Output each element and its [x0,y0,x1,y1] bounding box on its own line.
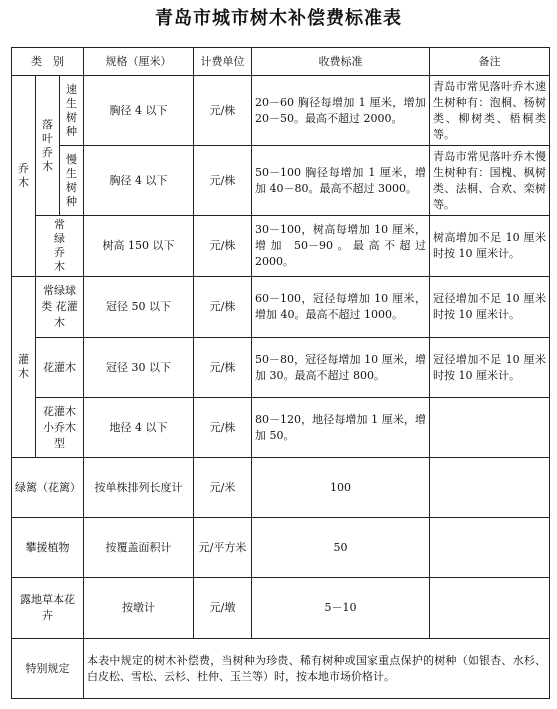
spec-cell: 胸径 4 以下 [84,146,194,216]
table-row [12,277,550,338]
fee-cell: 100 [252,458,430,518]
header-fee: 收费标准 [252,48,430,76]
header-note: 备注 [430,48,550,76]
note-cell [430,578,550,639]
fee-cell: 5－10 [252,578,430,639]
compensation-table [11,47,550,699]
special-text: 本表中规定的树木补偿费，当树种为珍贵、稀有树种或国家重点保护的树种（如银杏、水杉、白皮松、雪松、云杉、杜仲、玉兰等）时，按本地市场价格计。 [84,639,550,699]
note-cell: 树高增加不足 10 厘米时按 10 厘米计。 [430,216,550,277]
header-category: 类 别 [12,48,84,76]
unit-cell: 元/株 [194,398,252,458]
table-row [12,518,550,578]
unit-cell: 元/株 [194,146,252,216]
note-cell [430,518,550,578]
fee-cell: 80－120，地径每增加 1 厘米，增加 50。 [252,398,430,458]
unit-cell: 元/米 [194,458,252,518]
spec-cell: 胸径 4 以下 [84,76,194,146]
table-row [12,398,550,458]
header-unit: 计费单位 [194,48,252,76]
table-row [12,76,550,146]
unit-cell: 元/株 [194,216,252,277]
fee-cell: 60－100，冠径每增加 10 厘米，增加 40。最高不超过 1000。 [252,277,430,338]
type-label-slow: 慢生树种 [60,146,84,216]
unit-cell: 元/株 [194,76,252,146]
subgroup-label-luoye: 落叶乔木 [36,76,60,216]
table-row [12,216,550,277]
unit-cell: 元/株 [194,338,252,398]
fee-cell: 50－80，冠径每增加 10 厘米，增加 30。最高不超过 800。 [252,338,430,398]
spec-cell: 冠径 50 以下 [84,277,194,338]
note-cell: 青岛市常见落叶乔木速生树种有：泡桐、杨树类、柳树类、梧桐类等。 [430,76,550,146]
spec-cell: 按覆盖面积计 [84,518,194,578]
fee-cell: 50 [252,518,430,578]
table-row [12,578,550,639]
note-cell: 冠径增加不足 10 厘米时按 10 厘米计。 [430,338,550,398]
type-label-hedge: 绿篱（花篱） [12,458,84,518]
unit-cell: 元/株 [194,277,252,338]
type-label-flower: 花灌木 [36,338,84,398]
spec-cell: 地径 4 以下 [84,398,194,458]
page-title: 青岛市城市树木补偿费标准表 [155,8,402,29]
table-row [12,458,550,518]
spec-cell: 树高 150 以下 [84,216,194,277]
unit-cell: 元/平方米 [194,518,252,578]
type-label-ground: 露地草本花卉 [12,578,84,639]
spec-cell: 按墩计 [84,578,194,639]
note-cell [430,458,550,518]
table-row [12,338,550,398]
fee-cell: 50－100 胸径每增加 1 厘米，增加 40－80。最高不超过 3000。 [252,146,430,216]
header-row [12,48,550,76]
note-cell: 冠径增加不足 10 厘米时按 10 厘米计。 [430,277,550,338]
unit-cell: 元/墩 [194,578,252,639]
table-row [12,639,550,699]
special-label: 特别规定 [12,639,84,699]
type-label-small: 花灌木小乔木型 [36,398,84,458]
group-label-guanmu: 灌木 [12,277,36,458]
header-spec: 规格（厘米） [84,48,194,76]
fee-cell: 30－100，树高每增加 10 厘米，增加 50－90。最高不超过 2000。 [252,216,430,277]
type-label-evergreen: 常绿乔木 [36,216,84,277]
note-cell: 青岛市常见落叶乔木慢生树种有：国槐、枫树类、法桐、合欢、栾树等。 [430,146,550,216]
type-label-fast: 速生树种 [60,76,84,146]
spec-cell: 按单株排列长度计 [84,458,194,518]
group-label-qiaomu: 乔木 [12,76,36,277]
note-cell [430,398,550,458]
table-row [12,146,550,216]
fee-cell: 20－60 胸径每增加 1 厘米，增加 20－50。最高不超过 2000。 [252,76,430,146]
spec-cell: 冠径 30 以下 [84,338,194,398]
type-label-ball: 常绿球类 花灌木 [36,277,84,338]
type-label-climber: 攀援植物 [12,518,84,578]
